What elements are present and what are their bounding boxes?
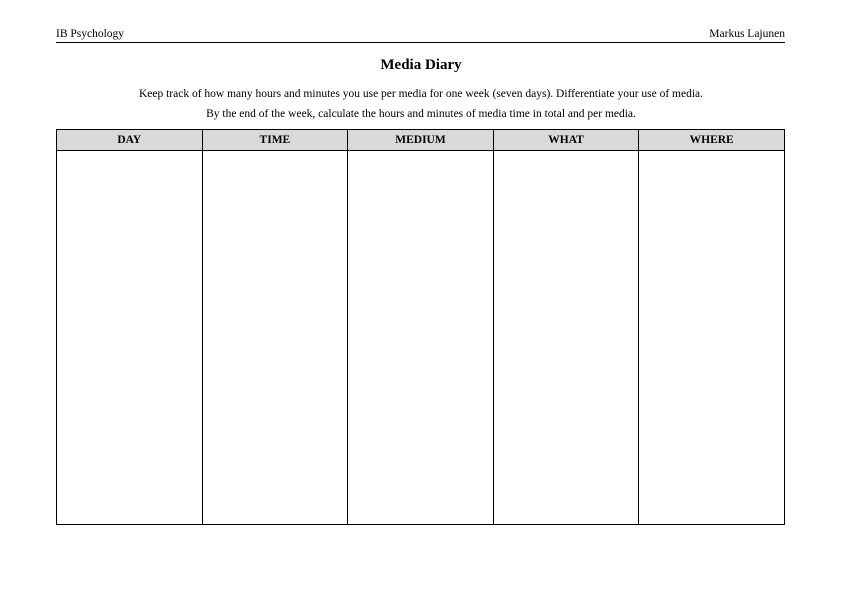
column-header-what: WHAT: [493, 130, 639, 151]
author-name: Markus Lajunen: [709, 28, 785, 40]
column-header-time: TIME: [202, 130, 348, 151]
instruction-line-2: By the end of the week, calculate the hours and minutes of media time in total and per media.: [206, 108, 636, 120]
instruction-line-1: Keep track of how many hours and minutes you use per media for one week (seven days). Differentiate your use of media.: [138, 88, 704, 100]
table-header-row: [57, 130, 785, 151]
column-header-medium: MEDIUM: [348, 130, 494, 151]
what-cell[interactable]: [493, 151, 639, 525]
medium-cell[interactable]: [348, 151, 494, 525]
column-header-where: WHERE: [639, 130, 785, 151]
column-header-day: DAY: [57, 130, 203, 151]
time-cell[interactable]: [202, 151, 348, 525]
media-diary-table: [56, 129, 785, 525]
page-header: [56, 28, 785, 43]
table-row: [57, 151, 785, 525]
page-title: Media Diary: [380, 57, 462, 73]
where-cell[interactable]: [639, 151, 785, 525]
course-name: IB Psychology: [56, 28, 125, 40]
day-cell[interactable]: [57, 151, 203, 525]
